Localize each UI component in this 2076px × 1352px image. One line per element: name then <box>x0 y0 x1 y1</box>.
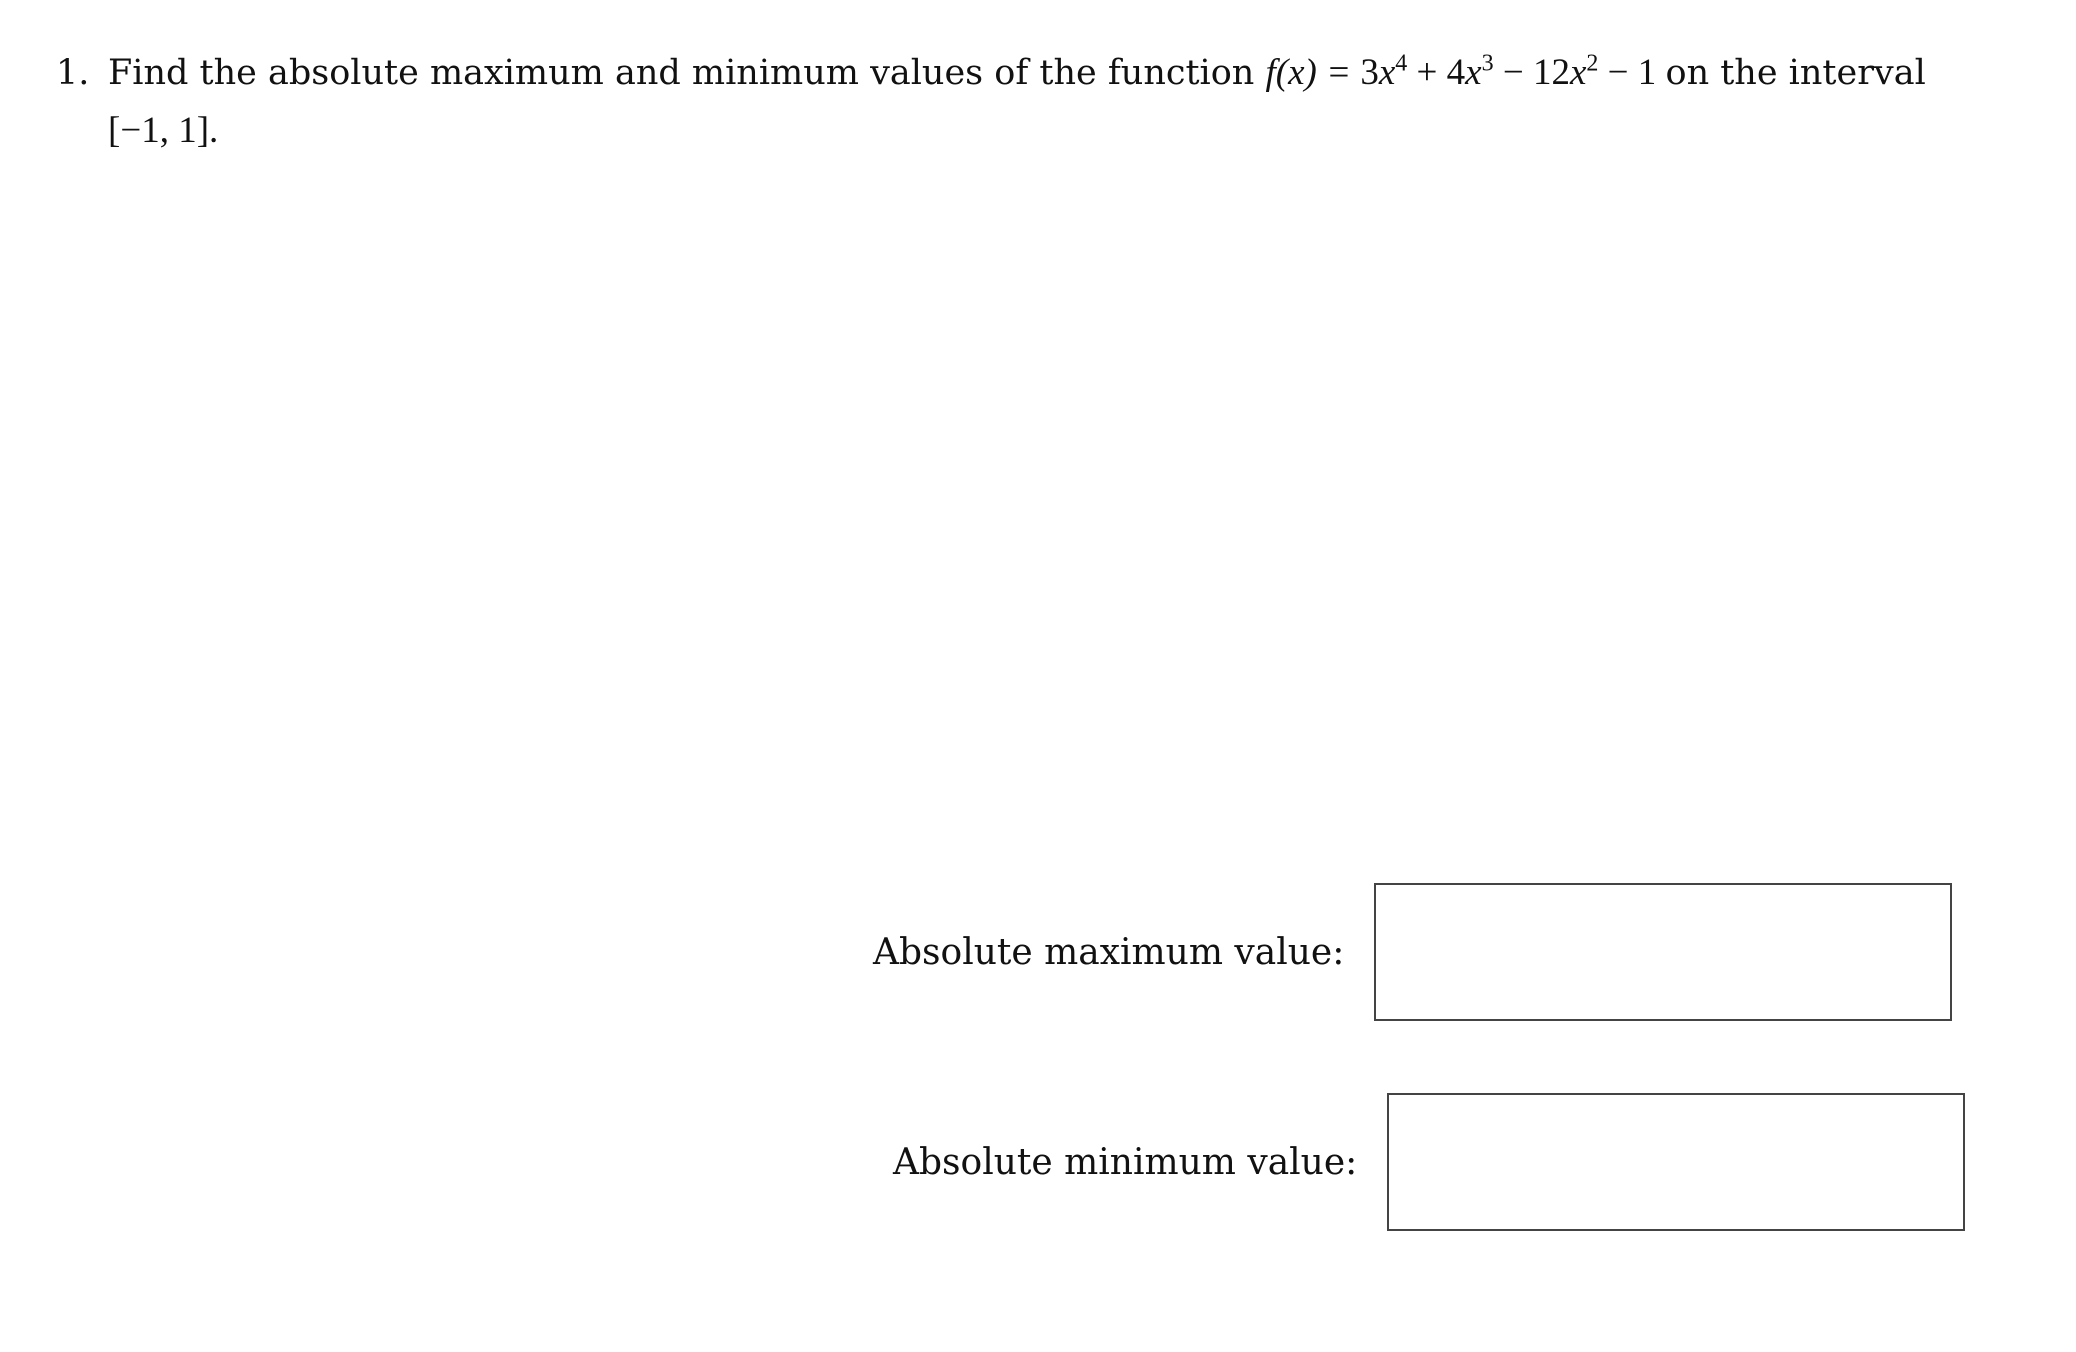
max-label: Absolute maximum value: <box>873 931 1345 973</box>
term2-variable: x <box>1465 52 1482 93</box>
max-answer-row <box>873 883 1952 1021</box>
operator-minus-2: − <box>1607 52 1629 93</box>
question-prompt: Find the absolute maximum and minimum values of the function <box>108 53 1255 93</box>
term2-coefficient: 4 <box>1446 52 1466 93</box>
question-number: 1. <box>56 53 90 93</box>
term3-exponent: 2 <box>1586 50 1599 77</box>
term3-variable: x <box>1569 52 1587 93</box>
term1-exponent: 4 <box>1395 50 1408 77</box>
interval: [−1, 1]. <box>108 110 219 151</box>
function-expression <box>1266 52 1666 93</box>
question-text <box>108 44 1956 160</box>
min-value-input[interactable] <box>1387 1093 1965 1231</box>
question <box>56 44 1956 160</box>
term3-coefficient: 12 <box>1532 52 1570 93</box>
term1-coefficient: 3 <box>1360 52 1379 93</box>
question-suffix: on the interval <box>1665 53 1926 93</box>
operator-plus: + <box>1416 52 1438 93</box>
min-label: Absolute minimum value: <box>893 1141 1358 1183</box>
term1-variable: x <box>1378 52 1396 93</box>
term2-exponent: 3 <box>1481 50 1494 77</box>
max-value-input[interactable] <box>1374 883 1952 1021</box>
operator-minus: − <box>1502 52 1524 93</box>
min-answer-row <box>893 1093 1965 1231</box>
constant-term: 1 <box>1637 52 1657 93</box>
function-lhs: f(x) = <box>1265 52 1352 93</box>
